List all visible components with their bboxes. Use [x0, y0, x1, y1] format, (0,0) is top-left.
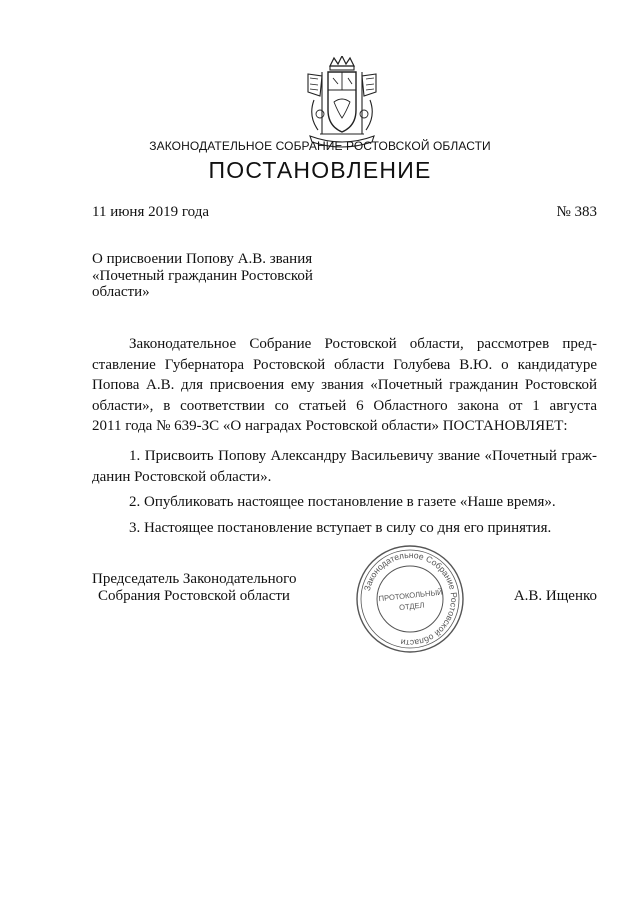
organization-title: ЗАКОНОДАТЕЛЬНОЕ СОБРАНИЕ РОСТОВСКОЙ ОБЛАСТИ — [149, 139, 491, 153]
subject-line: области» — [92, 284, 150, 300]
official-stamp — [354, 543, 466, 655]
subject-line: О присвоении Попову А.В. звания — [92, 251, 313, 267]
preamble-line: ставление Губернатора Ростовской области Голубева В.Ю. о кандидатуре — [92, 356, 597, 373]
document-type-title: ПОСТАНОВЛЕНИЕ — [208, 157, 432, 183]
signatory-name: А.В. Ищенко — [513, 588, 597, 604]
document-date: 11 июня 2019 года — [92, 204, 209, 220]
stamp-ring-text: Законодательное Собрание Ростовской области — [361, 549, 460, 649]
preamble-line: Законодательное Собрание Ростовской области, рассмотрев пред- — [129, 336, 597, 352]
item-line: 1. Присвоить Попову Александру Васильевичу звание «Почетный граж- — [129, 448, 597, 464]
resolution-item-3 — [92, 518, 597, 539]
document-number: № 383 — [556, 204, 597, 220]
preamble-line: 2011 года № 639-ЗС «О наградах Ростовской области» ПОСТАНОВЛЯЕТ: — [92, 418, 568, 434]
coat-of-arms-emblem — [300, 56, 384, 152]
preamble-paragraph — [92, 334, 597, 437]
resolution-item-1 — [92, 446, 597, 487]
subject-line: «Почетный гражданин Ростовской — [92, 267, 313, 284]
stamp-center-line: ОТДЕЛ — [398, 600, 425, 613]
item-line: 3. Настоящее постановление вступает в силу со дня его принятия. — [129, 520, 552, 536]
position-line: Председатель Законодательного — [92, 571, 297, 587]
item-line: 2. Опубликовать настоящее постановление в газете «Наше время». — [129, 494, 556, 510]
document-subject — [92, 251, 352, 301]
stamp-center-line: ПРОТОКОЛЬНЫЙ — [378, 587, 444, 604]
preamble-line: Попова А.В. для присвоения ему звания «Почетный гражданин Ростовской — [92, 377, 597, 393]
item-line: данин Ростовской области». — [92, 468, 272, 485]
signatory-position — [92, 571, 312, 605]
position-line: Собрания Ростовской области — [98, 588, 290, 604]
preamble-line: области», в соответствии со статьей 6 Областного закона от 1 августа — [92, 397, 597, 414]
resolution-item-2 — [92, 492, 597, 513]
